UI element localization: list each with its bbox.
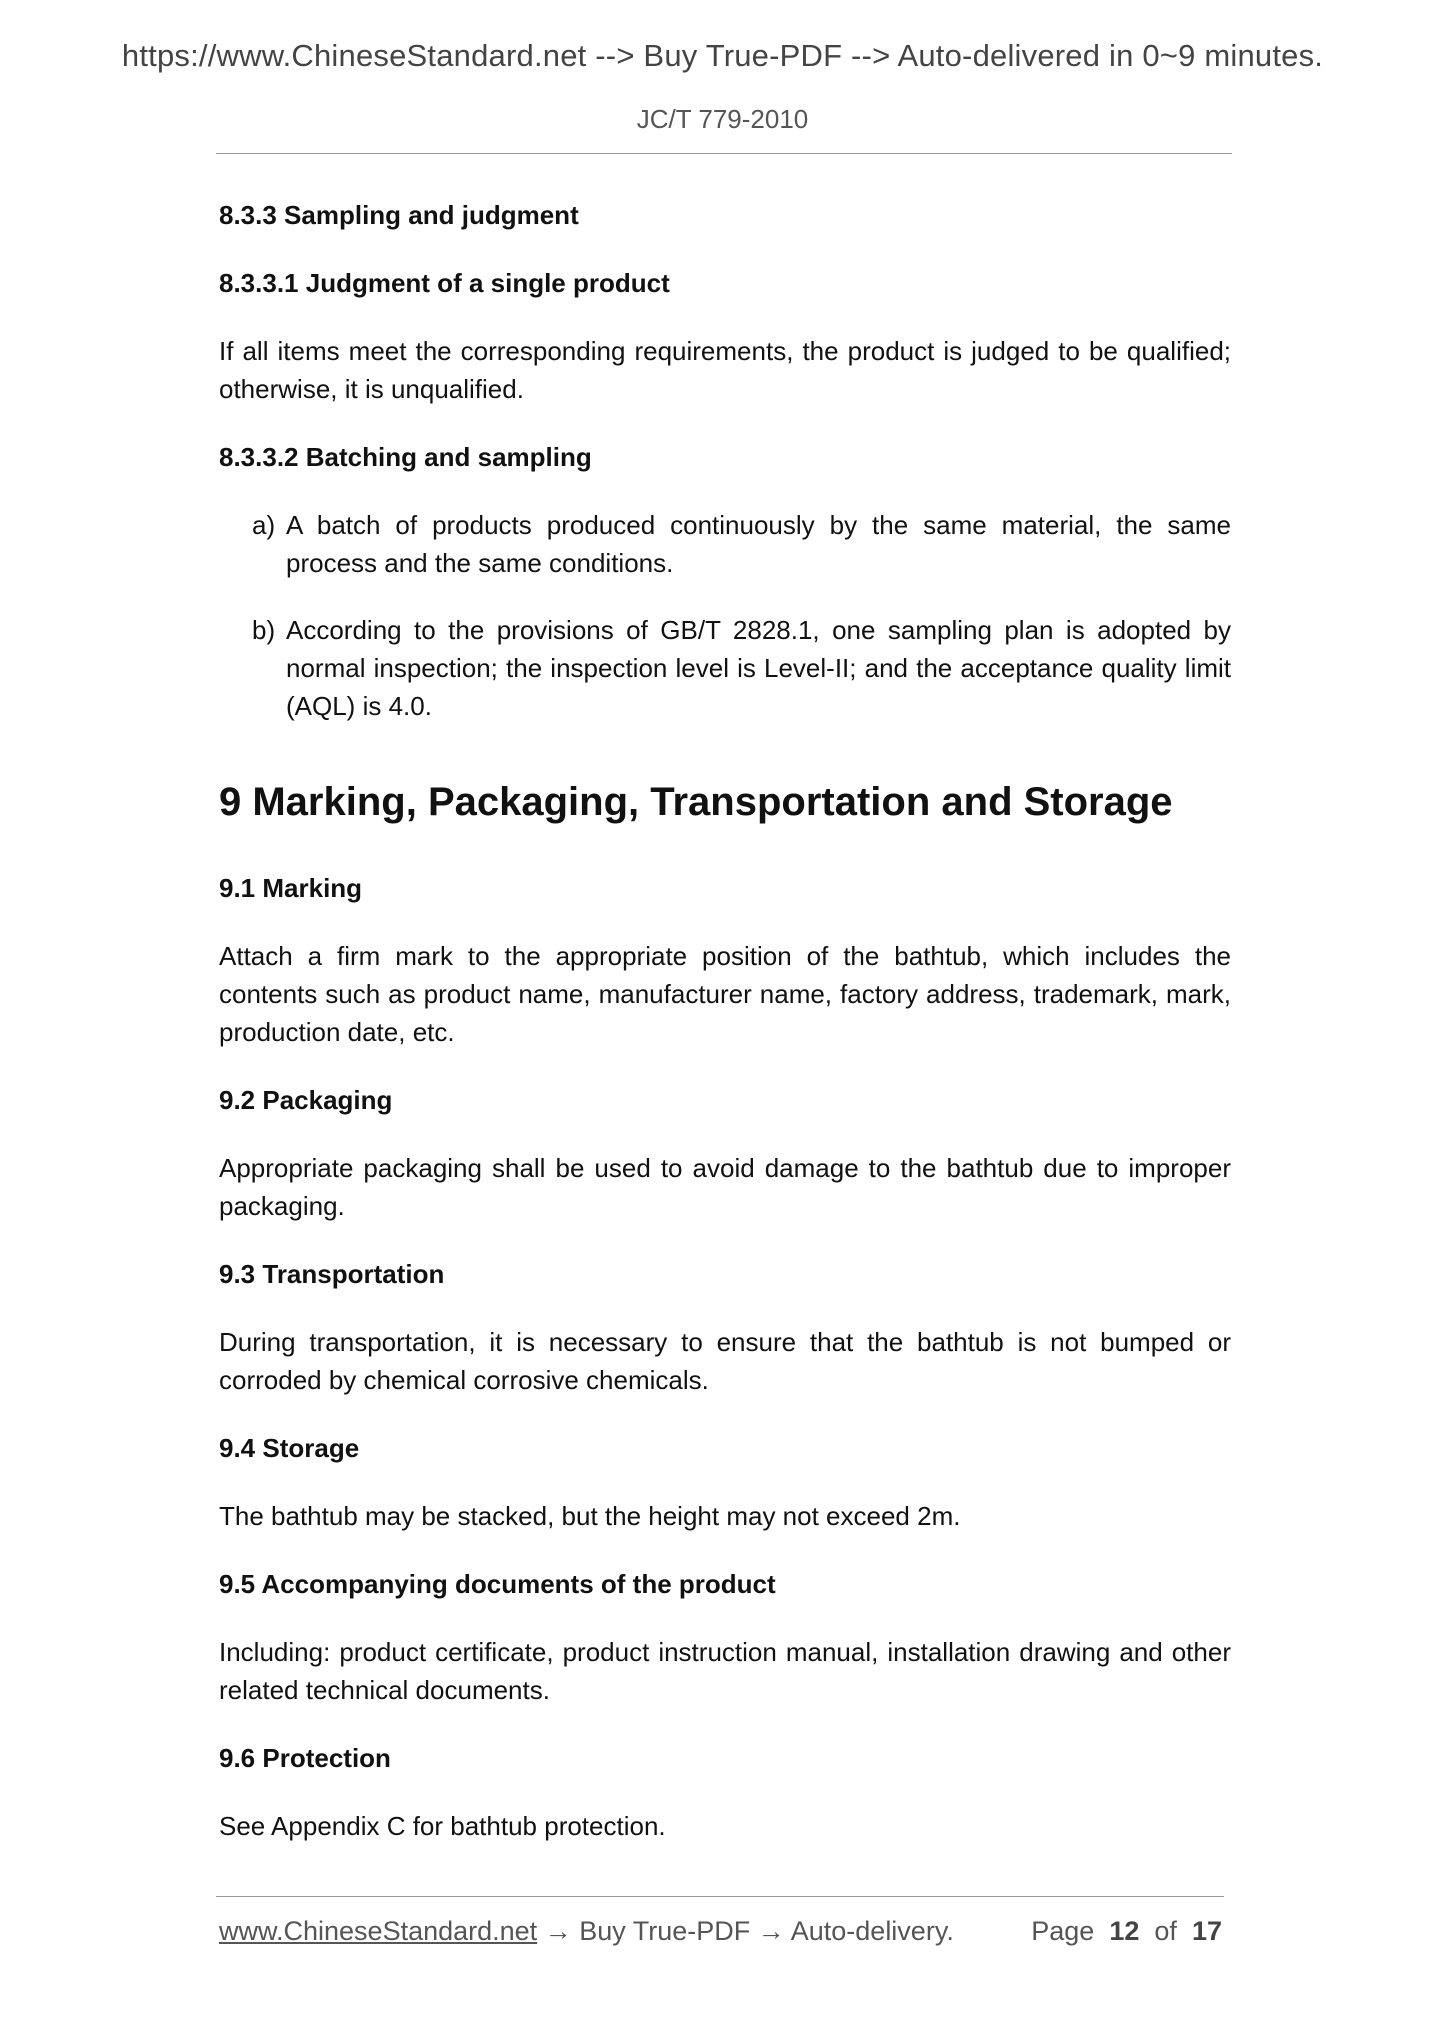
paragraph-9-2: Appropriate packaging shall be used to avoid damage to the bathtub due to improper packaging. bbox=[219, 1153, 1231, 1221]
page-total: 17 bbox=[1191, 1916, 1222, 1946]
heading-9-1: 9.1 Marking bbox=[219, 873, 363, 903]
paragraph-9-4: The bathtub may be stacked, but the height may not exceed 2m. bbox=[219, 1501, 961, 1531]
header-divider bbox=[216, 153, 1232, 154]
list-item-text: A batch of products produced continuously by the same material, the same process and the same conditions. bbox=[286, 510, 1231, 578]
page-current: 12 bbox=[1109, 1916, 1140, 1946]
heading-8-3-3: 8.3.3 Sampling and judgment bbox=[219, 200, 579, 230]
paragraph-9-5: Including: product certificate, product instruction manual, installation drawing and other related technical documents. bbox=[219, 1637, 1231, 1705]
list-item bbox=[252, 506, 1231, 582]
list-marker: a) bbox=[252, 510, 276, 540]
paragraph-9-6: See Appendix C for bathtub protection. bbox=[219, 1811, 666, 1841]
heading-9-6: 9.6 Protection bbox=[219, 1743, 391, 1773]
page-content bbox=[219, 196, 1231, 1875]
footer-tagline: → Buy True-PDF → Auto-delivery. bbox=[537, 1916, 954, 1946]
footer-website-link[interactable]: www.ChineseStandard.net bbox=[219, 1916, 538, 1946]
heading-8-3-3-1: 8.3.3.1 Judgment of a single product bbox=[219, 268, 670, 298]
heading-9-3: 9.3 Transportation bbox=[219, 1259, 445, 1289]
list-item bbox=[252, 611, 1231, 725]
document-code-header: JC/T 779-2010 bbox=[636, 104, 809, 134]
list-item-text: According to the provisions of GB/T 2828.1, one sampling plan is adopted by normal inspection; the inspection level is Level-II; and the acceptance quality limit (AQL) is 4.0. bbox=[286, 615, 1231, 721]
list-marker: b) bbox=[252, 615, 276, 645]
page-footer bbox=[219, 1916, 1222, 1947]
heading-9-4: 9.4 Storage bbox=[219, 1433, 360, 1463]
heading-9-5: 9.5 Accompanying documents of the product bbox=[219, 1569, 776, 1599]
paragraph-9-3: During transportation, it is necessary to ensure that the bathtub is not bumped or corroded by chemical corrosive chemicals. bbox=[219, 1327, 1231, 1395]
footer-divider bbox=[216, 1896, 1224, 1897]
page-number bbox=[1031, 1916, 1222, 1947]
heading-section-9: 9 Marking, Packaging, Transportation and Storage bbox=[219, 780, 1173, 824]
paragraph-9-1: Attach a firm mark to the appropriate position of the bathtub, which includes the contents such as product name, manufacturer name, factory address, trademark, mark, production date, etc. bbox=[219, 941, 1231, 1047]
top-banner[interactable]: https://www.ChineseStandard.net --> Buy True-PDF --> Auto-delivered in 0~9 minutes. bbox=[121, 38, 1324, 73]
paragraph-8-3-3-1: If all items meet the corresponding requirements, the product is judged to be qualified; otherwise, it is unqualified. bbox=[219, 336, 1231, 404]
heading-8-3-3-2: 8.3.3.2 Batching and sampling bbox=[219, 442, 592, 472]
heading-9-2: 9.2 Packaging bbox=[219, 1085, 393, 1115]
page-label: Page bbox=[1031, 1916, 1095, 1946]
of-label: of bbox=[1154, 1916, 1177, 1946]
